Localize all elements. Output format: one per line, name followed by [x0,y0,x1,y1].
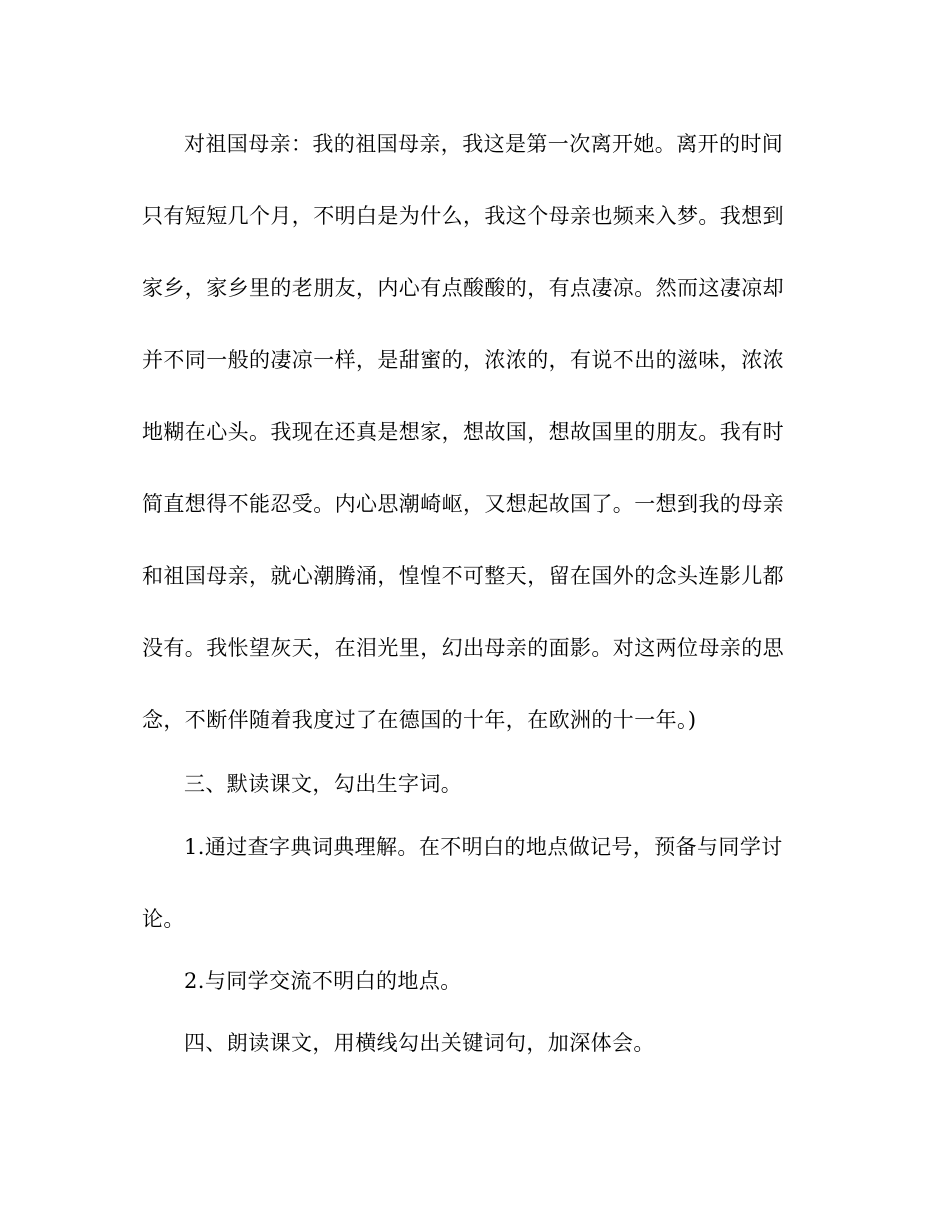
paragraph-line: 和祖国母亲，就心潮腾涌，惶惶不可整天，留在国外的念头连影儿都 [142,564,784,588]
paragraph-line: 对祖国母亲：我的祖国母亲，我这是第一次离开她。离开的时间 [184,132,784,156]
list-item-line: 论。 [142,907,185,931]
section-heading: 三、默读课文，勾出生字词。 [184,772,463,796]
paragraph-line: 家乡，家乡里的老朋友，内心有点酸酸的，有点凄凉。然而这凄凉却 [142,276,784,300]
paragraph-line: 只有短短几个月，不明白是为什么，我这个母亲也频来入梦。我想到 [142,204,784,228]
paragraph-line: 地糊在心头。我现在还真是想家，想故国，想故国里的朋友。我有时 [142,420,784,444]
list-item-line: 1.通过查字典词典理解。在不明白的地点做记号，预备与同学讨 [184,835,783,859]
section-heading: 四、朗读课文，用横线勾出关键词句，加深体会。 [184,1031,655,1055]
paragraph-line: 没有。我怅望灰天，在泪光里，幻出母亲的面影。对这两位母亲的思 [142,636,784,660]
paragraph-line: 并不同一般的凄凉一样，是甜蜜的，浓浓的，有说不出的滋味，浓浓 [142,348,784,372]
list-item: 2.与同学交流不明白的地点。 [184,969,462,993]
paragraph-line: 简直想得不能忍受。内心思潮崎岖，又想起故国了。一想到我的母亲 [142,492,784,516]
paragraph-line: 念，不断伴随着我度过了在德国的十年，在欧洲的十一年。) [142,708,697,732]
